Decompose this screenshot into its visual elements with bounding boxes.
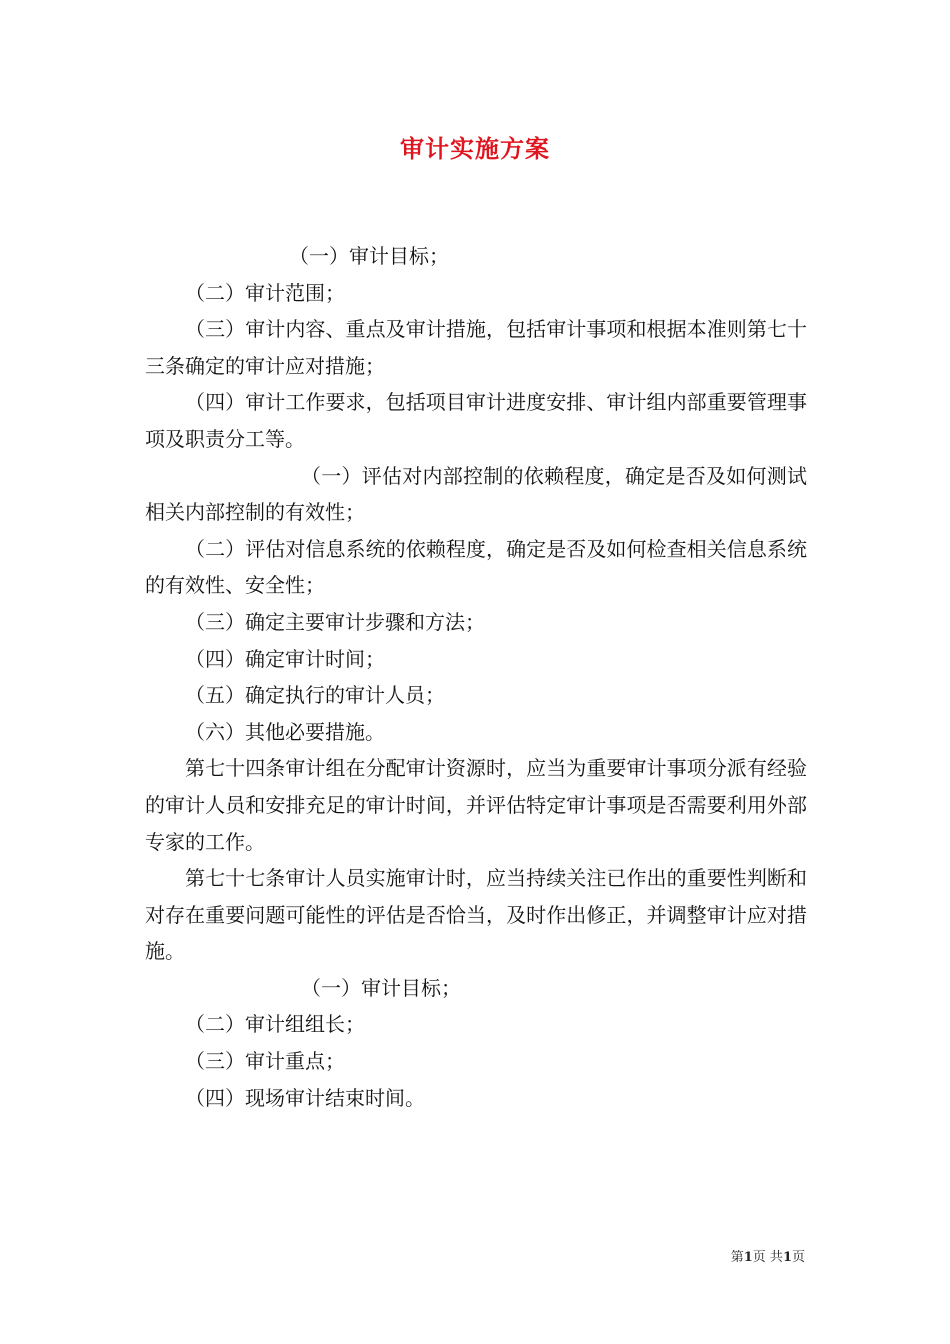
footer-prefix: 第 xyxy=(730,1250,744,1265)
paragraph: （三）确定主要审计步骤和方法； xyxy=(185,609,485,634)
paragraph: （四）现场审计结束时间。 xyxy=(185,1085,425,1110)
paragraph: （三）审计内容、重点及审计措施，包括审计事项和根据本准则第七十三条确定的审计应对措施； xyxy=(145,317,807,378)
paragraph: （四）审计工作要求，包括项目审计进度安排、审计组内部重要管理事项及职责分工等。 xyxy=(145,390,807,451)
footer-middle: 页 共 xyxy=(752,1250,783,1265)
paragraph: （二）评估对信息系统的依赖程度，确定是否及如何检查相关信息系统的有效性、安全性； xyxy=(145,536,807,598)
footer-suffix: 页 xyxy=(791,1250,805,1265)
page-footer xyxy=(731,1249,805,1267)
paragraph: （二）审计组组长； xyxy=(185,1012,365,1037)
paragraph: （六）其他必要措施。 xyxy=(185,719,385,744)
paragraph: （四）确定审计时间； xyxy=(185,646,385,671)
footer-page-number: 1 xyxy=(743,1250,753,1265)
paragraph: （一）评估对内部控制的依赖程度，确定是否及如何测试相关内部控制的有效性； xyxy=(145,463,807,525)
paragraph: （五）确定执行的审计人员； xyxy=(185,683,445,708)
paragraph: （三）审计重点； xyxy=(185,1049,345,1074)
paragraph: （一）审计目标； xyxy=(289,244,449,268)
document-body xyxy=(145,238,807,1116)
paragraph: 第七十七条审计人员实施审计时，应当持续关注已作出的重要性判断和对存在重要问题可能性的评估是否恰当，及时作出修正，并调整审计应对措施。 xyxy=(145,866,807,964)
paragraph: （一）审计目标； xyxy=(301,975,461,1000)
paragraph: 第七十四条审计组在分配审计资源时，应当为重要审计事项分派有经验的审计人员和安排充足的审计时间，并评估特定审计事项是否需要利用外部专家的工作。 xyxy=(145,756,807,854)
page-title: 审计实施方案 xyxy=(400,134,550,163)
paragraph: （二）审计范围； xyxy=(185,280,345,305)
footer-total-pages: 1 xyxy=(782,1250,792,1265)
